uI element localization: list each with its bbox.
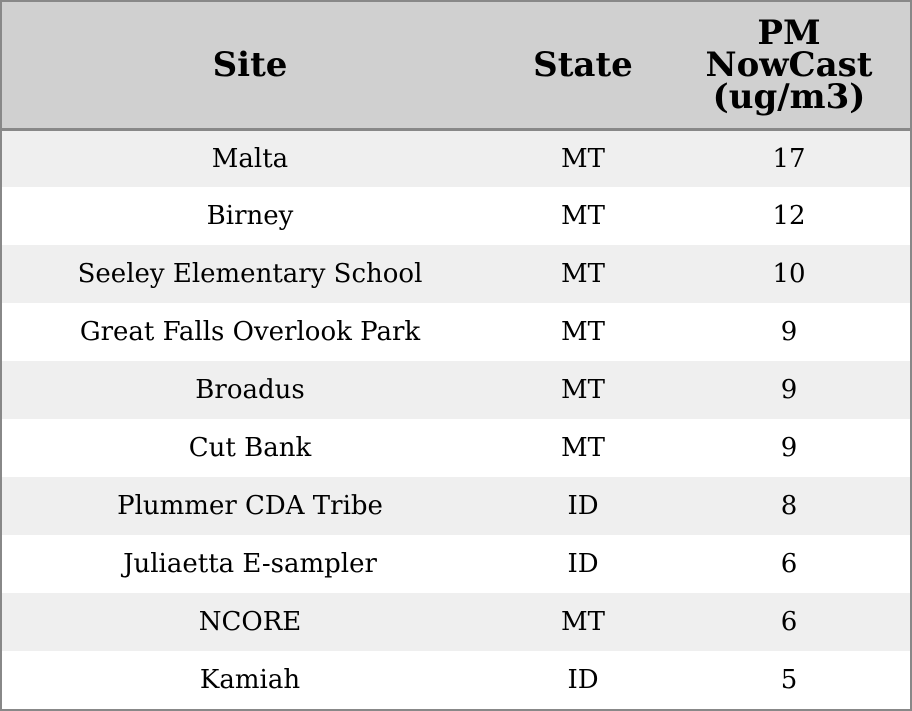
table-row — [2, 187, 910, 245]
pm-value-cell: 6 — [780, 549, 798, 579]
site-cell: Broadus — [195, 375, 305, 405]
table-body — [2, 129, 910, 709]
state-cell: MT — [561, 259, 605, 289]
table-row — [2, 535, 910, 593]
site-cell: Birney — [206, 201, 294, 231]
table-row — [2, 651, 910, 709]
site-cell: Great Falls Overlook Park — [79, 317, 421, 347]
header-state — [498, 2, 668, 129]
pm-value-cell: 9 — [780, 433, 798, 463]
state-cell: ID — [567, 491, 599, 521]
state-cell: MT — [561, 201, 605, 231]
table-row — [2, 129, 910, 187]
header-pm-nowcast — [668, 2, 910, 129]
table-row — [2, 361, 910, 419]
table-row — [2, 303, 910, 361]
site-cell: Juliaetta E-sampler — [123, 549, 377, 579]
state-cell: ID — [567, 665, 599, 695]
pm-value-cell: 10 — [772, 259, 806, 289]
table-row — [2, 419, 910, 477]
pm-value-cell: 8 — [780, 491, 798, 521]
header-site-label: Site — [212, 44, 288, 85]
pm-value-cell: 17 — [772, 143, 806, 174]
pm-value-cell: 12 — [772, 201, 806, 231]
state-cell: MT — [561, 607, 605, 637]
pm-value-cell: 9 — [780, 375, 798, 405]
pm-value-cell: 6 — [780, 607, 798, 637]
header-pm-line-3: (ug/m3) — [712, 76, 866, 117]
header-pm-line-2: NowCast — [705, 44, 873, 85]
state-cell: MT — [561, 433, 605, 463]
state-cell: MT — [561, 143, 605, 174]
pm-value-cell: 9 — [780, 317, 798, 347]
state-cell: MT — [561, 317, 605, 347]
site-cell: Seeley Elementary School — [77, 259, 423, 289]
site-cell: Malta — [211, 143, 289, 174]
site-cell: Cut Bank — [188, 433, 312, 463]
header-row — [2, 2, 910, 129]
header-state-label: State — [533, 44, 633, 85]
pm-nowcast-table — [2, 2, 910, 709]
header-pm-line-1: PM — [757, 12, 821, 53]
table-row — [2, 477, 910, 535]
table-row — [2, 245, 910, 303]
header-site — [2, 2, 498, 129]
site-cell: NCORE — [198, 607, 302, 637]
site-cell: Kamiah — [199, 665, 301, 695]
state-cell: MT — [561, 375, 605, 405]
site-cell: Plummer CDA Tribe — [117, 491, 383, 521]
state-cell: ID — [567, 549, 599, 579]
table-header — [2, 2, 910, 129]
pm-value-cell: 5 — [780, 665, 798, 695]
table-row — [2, 593, 910, 651]
